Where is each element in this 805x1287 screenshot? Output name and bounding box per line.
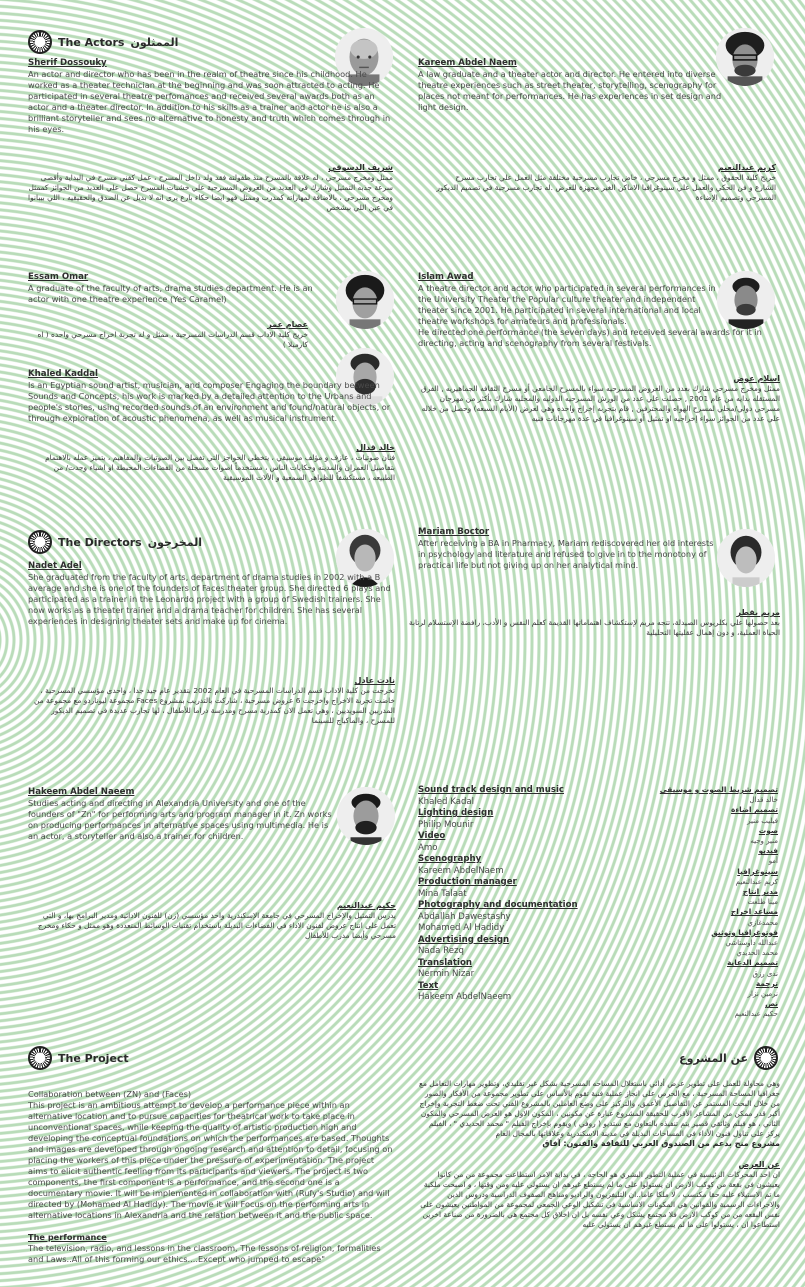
credit-person-ar: أمو — [768, 857, 778, 866]
credit-person-ar: خالد قدال — [749, 796, 778, 805]
credit-person-ar: فيليب منير — [747, 816, 778, 825]
person-bio: Studies acting and directing in Alexandria University and one of the founders of "Zn" for performing arts and program manager in it. Zn works on producing performances in alternative spaces using multimedia. He is an actor, a storyteller and also a trainer for children. — [28, 798, 332, 841]
avatar-mariam-boctor — [717, 529, 775, 587]
person-bio-ar: ممثل ومخرج مسرحي شارك بعدد من العروض المسرحيه سواء بالمسرح الجامعي أو مسرح الثقافه الجماهيريه , الفرق المستقله بدايه من عام 2001 , حصلت علي عدد من الورش المسرحيه الدوليه والمحليه شارك بأكثر من مهرجان مسرحي دولي/محلي لمسرح الهواه والمحترفين , قام بتجربه إخراج واحده وهي لعرض (الأيام السبعه) وحصل من خلاله علي عدد من الجوائز سواء إخراجيه او تمثيل أو سينوغرافيا في عدة مهرجانات فنيه — [421, 384, 780, 423]
person-name: Kareem Abdel Naem — [418, 58, 517, 68]
bio-hakeem-abdel-naeem-en — [28, 786, 338, 842]
credit-role: Text — [418, 980, 439, 991]
project-section-header — [28, 1046, 129, 1070]
performance-body-ar: ان احد المحركات الرئيسية في عملية التطور البشري هو الحاجه ، في بداية الامر استطاعت مجموعة من من كانوا يعيشون في بقعة من كوكب الارض ان يستولوا على ما لم يستطع غيرهم ان يستولي عليه ومن وقتها ، و اصبحت ملكية ما تم الاستيلاء عليه حقا مكتسب ، لا ملكا عاما..ان التليفزيون والراديو ومناهج الصفوف الدراسية ودروس الدين والاجراءات الرسمية والقوانين هي المكونات الاساسية في تشكيل الوعي الجمعي لمجموعة من المواطنين يعيشون على نفس البقعه من من كوكب الارض فلا مجتمع يشكل وعي نفسه بل ان اخلاق كل مجتمع هي بالضرورة من صناعة اخرين استطاعوا ان ، يستولوا على ما لم يستطع غيرهم ان يستولي عليه — [420, 1170, 780, 1229]
person-name: Islam Awad — [418, 272, 474, 282]
bio-kareem-abdel-naem-ar — [436, 163, 776, 203]
person-bio-ar: فنان صوتيات ، عازف و مؤلف موسيقي ، يتخطي الحواجز التي تفصل بين الصوتيات والمفاهيم ، يتميز عمله بالاهتمام بتفاصيل العمران والمدينه وحكايات الناس ، مستخدماً اصوات مسجلة من الفضاءات المحيطة او اشياء وجدت/ من الطبيعه ، مستكشفاً للظواهر السمعية و الألات الموسيقية — [45, 453, 395, 482]
credit-person-ar: عبدالله داوستاشي — [725, 939, 778, 948]
directors-section-header — [28, 530, 202, 554]
person-bio: A theatre director and actor who participated in several performances in the University Theater the Popular culture theater and independent theater since 2001. He participated in several international and local theatre workshops for amateurs and professionals. — [418, 283, 716, 326]
person-name-ar: نادت عادل — [354, 676, 395, 685]
project-body-ar: وهي محاولة للعمل على تطوير عرض أدائي باستغلال المساحه المسرحية بشكل غير تقليدي، وتطوير مهارات التعامل مع جغرافيا المساحة المسرحية ، مع الحرص على انجاز عملية فنية تقوم بالأساس على تطوير مجموعة من الأفكار والصور من خلال البحث المستمر عن التفاصيل الأعمق، والتركيز على وضع العاملين بالمشروع الفني تحت ضغط التجربة وإخراج أكبر قدر ممكن من المشاعر الأقرب للحقيقة المشروع عبارة عن مكونين ، المكون الاول هو العرض المسرحي والمكون الثاني ، هو فيلم وثائقي قصير يتم تنفيذه بالتعاون مع ستديو ( روفي ) ويقوم بإخراج الفيلم " محمد الحديدي " ، الفيلم يركز على تناول فنون الأداء في المساحات البديلة في مدينة الاسكندرية وعلاقاتها بالمجال العام — [419, 1079, 780, 1138]
zn-logo-icon — [754, 1046, 778, 1070]
credit-person-ar: محمد الحديدي — [736, 949, 778, 958]
credit-person-ar: نرمين نزار — [747, 990, 778, 999]
directors-title-en: The Directors — [58, 535, 142, 549]
credit-role: Translation — [418, 957, 473, 968]
project-title-ar: عن المشروع — [679, 1051, 748, 1065]
credit-role-ar: ترجمة — [755, 978, 778, 988]
bio-nadet-adel-en — [28, 560, 398, 627]
credit-role: Video — [418, 831, 446, 841]
credit-role-ar: تصميم اضاءة — [731, 805, 778, 815]
credit-role: Production manager — [418, 877, 517, 887]
person-bio: Is an Egyptian sound artist, musician, and composer Engaging the boundary between Sounds and Concepts, his work is marked by a detailed attention to the Urbans and people's stories, using recorded sounds of an environment and found/natural objects, or through exploration of acoustic phenomena, as well as musical instrument. — [28, 380, 391, 423]
person-bio-ar: خريج كلية الاداب قسم الدراسات المسرحية ، ممثل و له تجربة اخراج مسرحي واحده ( اه كارميلا ) — [37, 330, 308, 349]
bio-sherif-dossouky-ar — [28, 163, 393, 213]
performance-body: The television, radio, and lessons in the classroom, The lessons of religion, formalities and Laws..All of this forming our ethics....Except who jumped to escape" — [28, 1243, 381, 1264]
credit-person: Mina Talaat — [418, 888, 467, 899]
credit-person: Nermin Nizar — [418, 969, 475, 979]
person-bio-ar: بعد حصولها علي بكلريوس الصيدلة، تتجه مريم لإستكشاف اهتماماتها القديمة كعلم النفس و الأدب، رافضة الإستسلام لرتابة الحياة العملية، و دون إهمال عقليتها التحليلية — [409, 618, 780, 637]
performance-heading-ar: عن العرض — [738, 1160, 780, 1169]
person-name: Khaled Kaddal — [28, 369, 99, 379]
bio-islam-awad-ar — [418, 374, 780, 424]
person-name-ar: اسلام عوض — [733, 374, 780, 383]
bio-islam-awad-en — [418, 271, 762, 349]
person-bio-continued: He directed one performance (the seven days) and received several awards for it in directing, acting and scenography from several festivals. — [418, 327, 762, 348]
avatar-hakeem-abdel-naeem — [337, 787, 395, 845]
portrait-icon — [337, 787, 395, 845]
bio-nadet-adel-ar — [25, 676, 395, 726]
credit-role: Advertising design — [418, 934, 510, 945]
person-bio: She graduated from the faculty of arts, department of drama studies in 2002 with a B average and she is one of the founders of Faces theater group. She directed 6 plays and participated as a trainer in the Leonardo project with a group of Swedish trainers. She now works as a theater trainer and a drama teacher for children. She has several experiences in designing theater sets and make up for cinema. — [28, 572, 391, 626]
project-subtitle: Collaboration between (ZN) and (Faces) — [28, 1089, 192, 1099]
credit-role: Lighting design — [418, 808, 494, 818]
bio-khaled-kaddal-en — [28, 368, 398, 424]
zn-logo-icon — [28, 530, 52, 554]
credit-role-ar: نص — [765, 999, 778, 1009]
directors-title-ar: المخرجون — [147, 535, 202, 549]
portrait-icon — [336, 271, 394, 329]
credit-role-ar: سينوغرافيا — [737, 866, 778, 876]
credit-person-ar: حكيم عبدالنعيم — [734, 1010, 778, 1019]
credit-person: Amo — [418, 842, 438, 853]
person-name: Nadet Adel — [28, 561, 82, 571]
bio-kareem-abdel-naem-en — [418, 57, 728, 113]
avatar-essam-omar — [336, 271, 394, 329]
person-name: Essam Omar — [28, 272, 89, 282]
credit-person-ar: كريم عبدالنعيم — [735, 877, 778, 886]
credit-role-ar: فوتوغرافيا وتوثيق — [711, 927, 778, 937]
bio-essam-omar-ar — [28, 320, 308, 350]
actors-title-ar: الممثلون — [130, 35, 179, 49]
credit-person: Mohamed Al Hadidy — [418, 923, 505, 933]
credit-role: Scenography — [418, 854, 482, 864]
project-description-en — [28, 1089, 393, 1265]
credit-person-ar: منير وجيه — [750, 837, 778, 846]
project-section-header-ar — [640, 1046, 778, 1070]
credit-role-ar: مساعد اخراج — [730, 907, 778, 917]
person-bio: An actor and director who has been in the realm of theatre since his childhood. He worked as a theater technician at the beginning and was soon attracted to acting. He participated in several theatre perfomances and received several awards both as an actor and a theater director. In addition to his skills as a trainer and actor he is also a brilliant storyteller and sees no alternative to honesty and truth which comes through in his eyes. — [28, 69, 391, 134]
portrait-icon — [717, 529, 775, 587]
zn-logo-icon — [28, 30, 52, 54]
person-name: Sherif Dossouky — [28, 58, 107, 68]
credit-person: Kareem AbdelNaem — [418, 865, 504, 876]
credit-person: Hakeem AbdelNaeem — [418, 992, 512, 1002]
person-bio-ar: يدرس التمثيل والإخراج المسرحي في جامعة الإسكندرية واحد مؤسسي (زن) للفنون الادائية ومدير البرامج بها، و التي تعمل على انتاج عروض لفنون الاداء في الفضاءات البديلة باستخدام تقنيات الوسائط المتعددة وهو ممثل و حكاء ومخرج مسرحي وأيضا مدرب للأطفال — [37, 911, 396, 940]
bio-hakeem-abdel-naeem-ar — [28, 901, 396, 941]
person-name-ar: خالد قدال — [356, 443, 395, 452]
project-body: This project is an ambitious attempt to develop a performance piece within an alternative location and to pursue capacities for theatrical work to take place in unconventional spaces, while keeping the quality of artistic production high and developing the conceptual foundations on which the performances are based. Thoughts and images are developed through ongoing research and attention to detail, focusing on placing the workers of this piece under the pressure of experimentation. The project aims to elicit authentic feeling from its participants and viewers. The project is two components, the first component is a performance, and the second one is a documentary movie. It will be implemented in collaboration with (Rufy's Studio) and will directed by (Mohamed Al Hadidy). The movie it will Focus on the performing arts in alternative locations in Alexandria and the relation between it and the public space. — [28, 1100, 393, 1220]
zn-logo-icon — [28, 1046, 52, 1070]
credit-role-ar: تصميم شريط الصوت و موسيقى — [659, 785, 778, 794]
person-name: Mariam Boctor — [418, 527, 490, 537]
credits-list-ar — [620, 785, 778, 1020]
credit-person: Philip Mounir — [418, 819, 474, 830]
credit-role-ar: صوت — [758, 825, 778, 835]
credit-role: Sound track design and music — [418, 785, 565, 795]
person-bio-ar: تخرجت من كلية الاداب قسم الدراسات المسرحية في العام 2002 بتقدير عام جيد جدا ، واحدى مؤسسي المسرحية ، خاضت تجربة الاخراج واخرجت 6 عروض مسرحية ، شاركت بالتدريب بمشروع Faces مجموعة ليوناردو مع مجموعة من المدربين السويديين ، وهي تعمل الان كمدربة مسرح ومدرسة دراما للأطفال ، لها تجارب عديدة في تصميم الديكور للمسرح ، والماكياج للسينما — [34, 686, 395, 725]
credit-person-ar: مينا طلعت — [747, 898, 778, 907]
credit-role: Photography and documentation — [418, 900, 578, 910]
credit-role-ar: فيديو — [758, 846, 778, 856]
grant-note-ar: مشروع منح بدعم من الصندوق العربي للثقافة والفنون: آفاق — [542, 1139, 780, 1148]
person-bio: After receiving a BA in Pharmacy, Mariam rediscovered her old interests in psychology and literature and refused to give in to the monotony of practical life but not giving up on her analytical mind. — [418, 538, 714, 570]
person-bio-ar: ممثل ومخرج مسرحي ، له علاقة بالمسرح منذ طفولته فقد ولد داخل المسرح ، عمل كفني مسرح في البداية وأقصى سرعة جذبه التمثيل وشارك في العديد من العروض المسرحية علي خشبات المسرح حصل علي العديد من الجوائز كممثل ومخرج مسرحي ، بالاضافة لمهاراته كمدرب وممثل فهو ايضا حكاء بارع يرى انه لا بديل عن الصدق والحقيقيه ، اللي بيبانوا في عين اللي بيشخص — [28, 173, 393, 212]
person-name: Hakeem Abdel Naeem — [28, 787, 135, 797]
person-name-ar: كريم عبدالنعيم — [717, 163, 776, 172]
bio-khaled-kaddal-ar — [40, 443, 395, 483]
performance-heading: The performance — [28, 1232, 107, 1242]
actors-title-en: The Actors — [58, 35, 125, 49]
bio-mariam-boctor-ar — [400, 608, 780, 638]
credit-person: Khaled Kadal — [418, 796, 475, 807]
project-title-en: The Project — [58, 1051, 129, 1065]
person-name-ar: حكيم عبدالنعيم — [336, 901, 396, 910]
credit-person-ar: محمدغازي — [747, 918, 778, 927]
person-bio-ar: خريج كلية الحقوق ، ممثل و مخرج مسرحي ، خاض تجارب مسرحية مختلفة مثل العمل علي تجارب مسرح الشارع و فن الحكي والعمل علي سينوغرافيا الاماكن الغير مجهزة للعرض .له تجارب مسرحية في تصميم الديكور المسرحي وتصميم الإضاءة — [436, 173, 776, 202]
credit-person: Nada Rezq — [418, 946, 464, 956]
credit-role-ar: مدير انتاج — [742, 887, 778, 897]
bio-mariam-boctor-en — [418, 526, 718, 571]
person-name-ar: عصام عمر — [267, 320, 308, 329]
actors-section-header — [28, 30, 178, 54]
credits-list-en — [418, 785, 618, 1004]
credit-role-ar: تصميم الدعاية — [726, 958, 778, 968]
credit-person-ar: ندى رزق — [752, 969, 778, 978]
person-name-ar: مريم بقطر — [736, 608, 780, 617]
person-name-ar: شريف الدسوقي — [328, 163, 393, 172]
bio-essam-omar-en — [28, 271, 328, 305]
bio-sherif-dossouky-en — [28, 57, 398, 135]
project-description-ar — [418, 1079, 780, 1230]
person-bio: A graduate of the faculty of arts, drama studies department. He is an actor with one theatre experience (Yes Caramel) — [28, 283, 313, 304]
credit-person: Abdallah Dawestashy — [418, 911, 511, 922]
person-bio: A law graduate and a theater actor and director. He entered into diverse theatre experiences such as street theater, storytelling, scenography for places not meant for performances. He has experiences in set design and light design. — [418, 69, 722, 112]
